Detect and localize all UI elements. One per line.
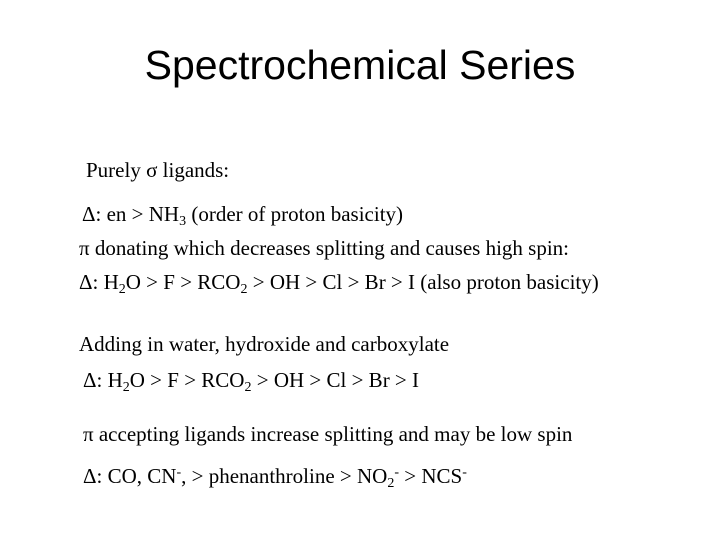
line-pi-donating-series-sub-2: 2 — [240, 282, 248, 297]
line-pi-accepting-series — [83, 464, 467, 491]
line-pi-accepting-series-part-c: > NCS — [399, 464, 463, 488]
line-pi-accepting-series-part-b: , > phenanthroline > NO — [181, 464, 388, 488]
line-water-series-part-a: Δ: H — [83, 368, 123, 392]
line-pi-accepting-text: π accepting ligands increase splitting and may be low spin — [83, 422, 573, 446]
line-adding-water-text: Adding in water, hydroxide and carboxylate — [79, 332, 450, 356]
line-pi-accepting-series-part-a: Δ: CO, CN — [83, 464, 177, 488]
line-water-series-part-b: O > F > RCO — [129, 368, 245, 392]
slide-title: Spectrochemical Series — [144, 42, 576, 88]
line-sigma-ligands — [86, 160, 229, 181]
line-sigma-ligands-text: Purely σ ligands: — [86, 158, 230, 182]
line-pi-accepting — [83, 424, 572, 445]
line-adding-water — [79, 334, 449, 355]
line-water-series-part-c: > OH > Cl > Br > I — [251, 368, 420, 392]
line-water-series-sub-2: 2 — [244, 380, 252, 395]
line-pi-donating-series-part-c: > OH > Cl > Br > I (also proton basicity) — [247, 270, 599, 294]
line-pi-accepting-series-sup-2: - — [394, 465, 400, 480]
line-pi-donating-text: π donating which decreases splitting and causes high spin: — [79, 236, 570, 260]
line-sigma-series-sub: 3 — [179, 214, 187, 229]
line-pi-accepting-series-sup-3: - — [462, 465, 467, 480]
line-pi-donating-series-part-b: O > F > RCO — [125, 270, 241, 294]
line-pi-accepting-series-sub: 2 — [387, 476, 395, 491]
line-pi-donating — [79, 238, 569, 259]
line-sigma-series-part-b: (order of proton basicity) — [186, 202, 404, 226]
line-pi-accepting-series-sup-1: - — [176, 465, 182, 480]
line-pi-donating-series-sub-1: 2 — [118, 282, 126, 297]
line-sigma-series — [82, 202, 404, 229]
line-water-series — [83, 368, 420, 395]
line-pi-donating-series-part-a: Δ: H — [79, 270, 119, 294]
line-water-series-sub-1: 2 — [122, 380, 130, 395]
line-sigma-series-part-a: Δ: en > NH — [82, 202, 180, 226]
line-pi-donating-series — [79, 270, 599, 297]
